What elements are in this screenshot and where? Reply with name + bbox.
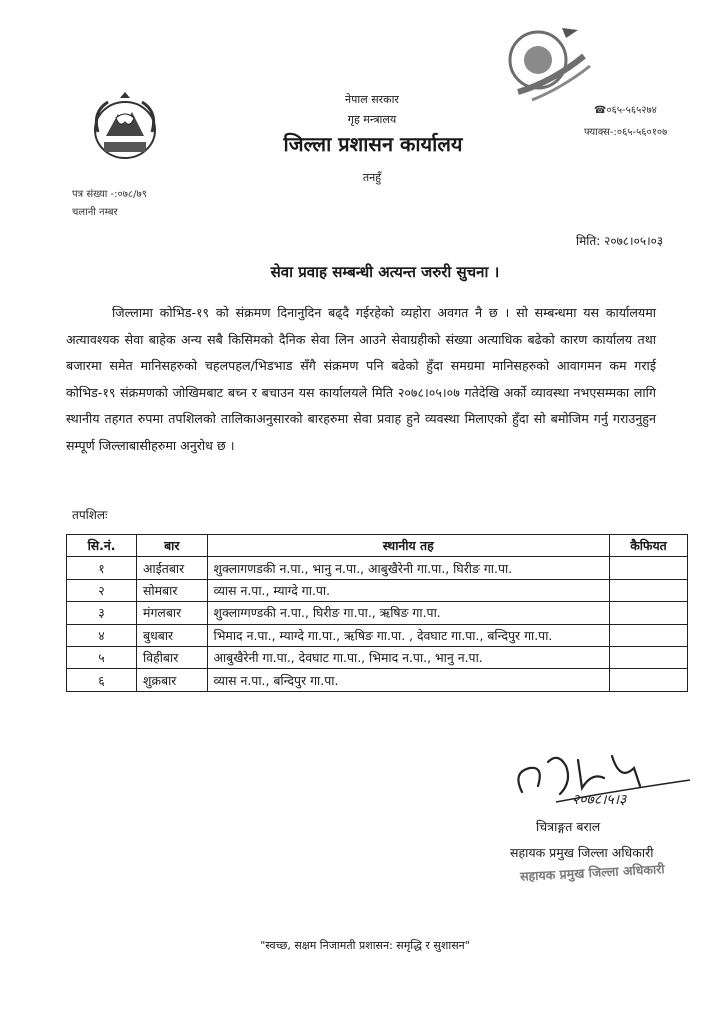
local-level-cell: भिमाद न.पा., म्याग्दे गा.पा., ऋषिङ गा.पा. , देवघाट गा.पा., बन्दिपुर गा.पा. <box>207 624 609 646</box>
remarks-cell <box>609 624 687 646</box>
serial-cell: १ <box>67 557 137 579</box>
day-cell: बुधबार <box>137 624 207 646</box>
day-cell: विहीबार <box>137 646 207 668</box>
serial-cell: ५ <box>67 646 137 668</box>
notice-subject: सेवा प्रवाह सम्बन्धी अत्यन्त जरुरी सुचना । <box>270 263 500 281</box>
day-cell: मंगलबार <box>137 602 207 624</box>
handwritten-signature <box>508 742 698 812</box>
designation-stamp: सहायक प्रमुख जिल्ला अधिकारी <box>519 861 665 884</box>
footer-motto: "स्वच्छ, सक्षम निजामती प्रशासन: समृद्धि र सुशासन" <box>260 939 470 952</box>
dispatch-number: चलानी नम्बर <box>72 207 118 218</box>
document-date: मिति: २०७८।०५।०३ <box>576 234 664 248</box>
fax-number: फ्याक्स-:०६५-५६०१०७ <box>584 127 668 138</box>
serial-cell: ४ <box>67 624 137 646</box>
office-seal-stamp <box>492 22 592 108</box>
day-cell: सोमबार <box>137 579 207 601</box>
header-day: बार <box>137 535 207 557</box>
place-label: तनहुँ <box>362 171 382 184</box>
serial-cell: ६ <box>67 669 137 691</box>
table-row <box>67 557 688 579</box>
signatory-designation: सहायक प्रमुख जिल्ला अधिकारी <box>510 845 654 860</box>
local-level-cell: आबुखैरेनी गा.पा., देवघाट गा.पा., भिमाद न.पा., भानु न.पा. <box>207 646 609 668</box>
table-row <box>67 669 688 691</box>
table-header-row <box>67 535 688 557</box>
remarks-cell <box>609 669 687 691</box>
signatory-name: चित्राङ्गत बराल <box>536 819 601 834</box>
serial-cell: ३ <box>67 602 137 624</box>
nepal-emblem-logo <box>86 92 164 164</box>
day-cell: आईतबार <box>137 557 207 579</box>
ministry-label: गृह मन्त्रालय <box>347 113 397 126</box>
header-local-level: स्थानीय तह <box>207 535 609 557</box>
service-schedule-table <box>66 534 688 692</box>
office-title: जिल्ला प्रशासन कार्यालय <box>283 132 463 156</box>
table-label: तपशिलः <box>72 508 108 522</box>
table-row <box>67 602 688 624</box>
remarks-cell <box>609 646 687 668</box>
letter-number: पत्र संख्या -:०७८/७९ <box>72 189 147 200</box>
table-row <box>67 579 688 601</box>
table-row <box>67 624 688 646</box>
header-remarks: कैफियत <box>609 535 687 557</box>
notice-body: जिल्लामा कोभिड-१९ को संक्रमण दिनानुदिन बढ्दै गईरहेको व्यहोरा अवगत नै छ । सो सम्बन्धमा यस कार्यालयमा अत्यावश्यक सेवा बाहेक अन्य सबै किसिमको दैनिक सेवा लिन आउने सेवाग्रहीको संख्या अत्याधिक बढेको कारण कार्यालय तथा बजारमा समेत मानिसहरुको चहलपहल/भिडभाड सँगै संक्रमण पनि बढेको हुँदा समग्रमा मानिसहरुको आवागमन कम गराई कोभिड-१९ संक्रमणको जोखिमबाट बच्न र बचाउन यस कार्यालयले मिति २०७८।०५।०७ गतेदेखि अर्को व्यावस्था नभएसम्मका लागि स्थानीय तहगत रुपमा तपशिलको तालिकाअनुसारको बारहरुमा सेवा प्रवाह हुने व्यवस्था मिलाएको हुँदा सो बमोजिम गर्नु गराउनुहुन सम्पूर्ण जिल्लाबासीहरुमा अनुरोध छ । <box>66 305 656 453</box>
remarks-cell <box>609 602 687 624</box>
header-serial: सि.नं. <box>67 535 137 557</box>
serial-cell: २ <box>67 579 137 601</box>
remarks-cell <box>609 579 687 601</box>
table-row <box>67 646 688 668</box>
govt-label: नेपाल सरकार <box>345 93 399 106</box>
day-cell: शुक्रबार <box>137 669 207 691</box>
phone-number: ☎०६५-५६५२७४ <box>594 105 657 116</box>
local-level-cell: व्यास न.पा., म्याग्दे गा.पा. <box>207 579 609 601</box>
local-level-cell: व्यास न.पा., बन्दिपुर गा.पा. <box>207 669 609 691</box>
remarks-cell <box>609 557 687 579</box>
local-level-cell: शुक्लाग्गण्डकी न.पा., घिरीङ गा.पा., ऋषिङ गा.पा. <box>207 602 609 624</box>
local-level-cell: शुक्लागणडकी न.पा., भानु न.पा., आबुखैरेनी गा.पा., घिरीङ गा.पा. <box>207 557 609 579</box>
signature-date: २०७८।५।३ <box>572 792 627 808</box>
